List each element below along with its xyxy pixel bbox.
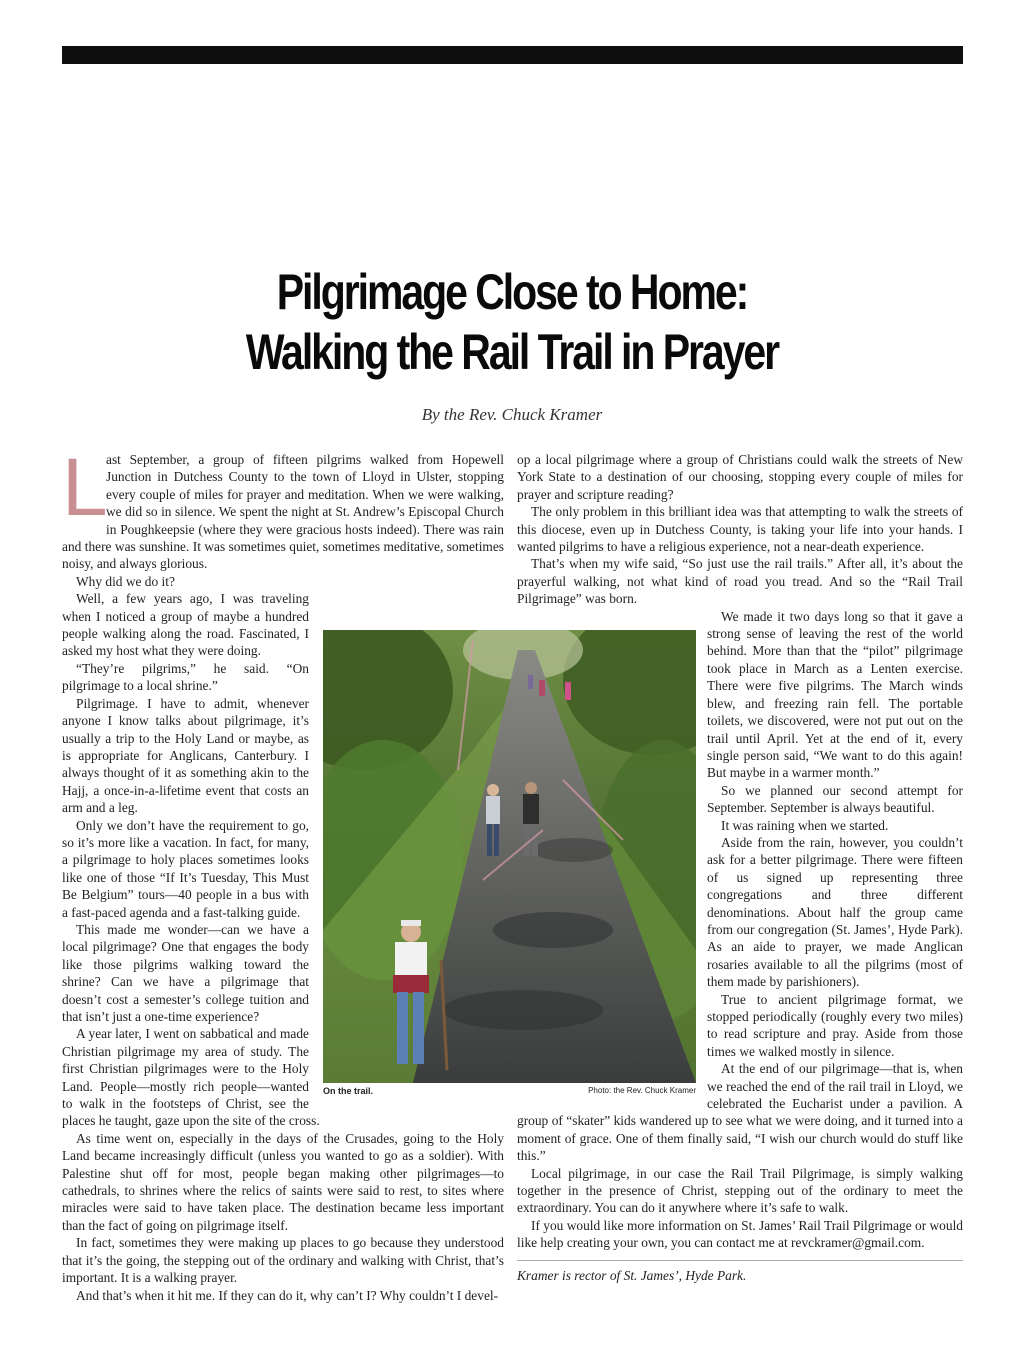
paragraph: Local pilgrimage, in our case the Rail Trail Pilgrimage, is simply walking together in the presence of Christ, stepping out of the ordinary to meet the extraordinary. You can do it anywhere where it’s safe to walk. <box>517 1165 963 1216</box>
trail-photo-figure <box>323 630 696 1096</box>
article-title <box>92 262 932 382</box>
photo-caption: On the trail. <box>323 1086 374 1096</box>
paragraph: In fact, sometimes they were making up places to go because they understood that it’s the going, the stepping out of the ordinary and walking with Christ, that’s important. It is a walking prayer. <box>62 1235 504 1286</box>
paragraph: This made me wonder—can we have a local pilgrimage? One that engages the body like those pilgrims walking toward the shrine? Can we have a pilgrimage that doesn’t cost a semester’s college tuition and that isn’t just a one-time experience? <box>62 921 309 1024</box>
divider <box>517 1260 963 1261</box>
paragraph: The only problem in this brilliant idea was that attempting to walk the streets of this diocese, even up in Dutchess County, is taking your life into your hands. I wanted pilgrims to have a religious experience, not a near-death experience. <box>517 504 963 555</box>
author-note: Kramer is rector of St. James’, Hyde Park. <box>517 1267 747 1283</box>
paragraph: “They’re pilgrims,” he said. “On pilgrimage to a local shrine.” <box>62 660 309 694</box>
title-line-2: Walking the Rail Trail in Prayer <box>245 324 779 380</box>
photo-credit: Photo: the Rev. Chuck Kramer <box>588 1086 696 1095</box>
header-bar <box>62 46 963 64</box>
paragraph: Aside from the rain, however, you couldn’t ask for a better pilgrimage. There were fifteen of us signed up representing three congregations and three different denominations. About half the group came from our congregation (St. James’, Hyde Park). As an aide to prayer, we made Anglican rosaries available to all the pilgrims (most of them made by parishioners). <box>707 834 963 990</box>
paragraph: We made it two days long so that it gave a strong sense of leaving the rest of the world behind. More than that the “pilot” pilgrimage took place in March as a Lenten exercise. There were five pilgrims. The March winds blew, and freezing rain fell. The portable toilets, we discovered, were not put out on the trail until April. Yet at the end of it, every single person said, “We want to do this again! But maybe in a warmer month.” <box>707 608 963 781</box>
paragraph: And that’s when it hit me. If they can do it, why can’t I? Why couldn’t I devel- <box>76 1287 499 1303</box>
title-line-1: Pilgrimage Close to Home: <box>276 264 748 320</box>
trail-photo <box>323 630 696 1083</box>
paragraph: That’s when my wife said, “So just use the rail trails.” After all, it’s about the prayerful walking, not what kind of road you tread. And so the “Rail Trail Pilgrimage” was born. <box>517 556 963 607</box>
paragraph: Only we don’t have the requirement to go, so it’s more like a vacation. In fact, for many, a pilgrimage to holy places sometimes looks like one of those “If It’s Tuesday, This Must Be Belgium” tours—40 people in a bus with a fast-paced agenda and a fast-talking guide. <box>62 817 309 920</box>
drop-cap: L <box>62 442 108 533</box>
paragraph: True to ancient pilgrimage format, we stopped periodically (roughly every two miles) to read scripture and pray. Aside from those times we walked mostly in silence. <box>707 991 963 1059</box>
trail-photo-illustration <box>323 630 696 1083</box>
byline: By the Rev. Chuck Kramer <box>421 405 603 424</box>
paragraph: op a local pilgrimage where a group of Christians could walk the streets of New York State to a destination of our choosing, stopping every couple of miles for prayer and scripture reading? <box>517 452 963 502</box>
paragraph: Why did we do it? <box>76 573 175 589</box>
paragraph: A year later, I went on sabbatical and made Christian pilgrimage my area of study. The first Christian pilgrimages were to the Holy Land. People—mostly rich people—wanted to walk in the footsteps of Christ, see the places he taught, gaze upon the site of the cross. <box>62 1026 320 1129</box>
paragraph: Pilgrimage. I have to admit, whenever anyone I know talks about pilgrimage, it’s usually a trip to the Holy Land or maybe, as is appropriate for Anglicans, Canterbury. I always thought of it as something akin to the Hajj, a once-in-a-lifetime event that costs an arm and a leg. <box>62 695 309 816</box>
paragraph: As time went on, especially in the days of the Crusades, going to the Holy Land became increasingly difficult (unless you wanted to go as a soldier). With Palestine shut off for most, people began making other pilgrimages—to cathedrals, to shrines where the relics of saints were said to rest, to sites where miracles were said to have taken place. The destination became less important than the fact of going on pilgrimage itself. <box>62 1130 504 1233</box>
paragraph: So we planned our second attempt for September. September is always beautiful. <box>707 782 963 816</box>
paragraph: If you would like more information on St. James’ Rail Trail Pilgrimage or would like help creating your own, you can contact me at revckramer@gmail.com. <box>517 1217 963 1251</box>
paragraph: At the end of our pilgrimage—that is, when we reached the end of the rail trail in Lloyd, we celebrated the Eucharist under a pavilion. A group of “skater” kids wandered up to see what we were doing, and it turned into a moment of grace. One of them finally said, “I wish our church would do stuff like this.” <box>517 1061 963 1164</box>
paragraph: Well, a few years ago, I was traveling when I noticed a group of maybe a hundred people walking along the road. Fascinated, I asked my host what they were doing. <box>62 591 309 659</box>
paragraph: It was raining when we started. <box>721 817 889 833</box>
paragraph: ast September, a group of fifteen pilgrims walked from Hopewell Junction in Dutchess County to the town of Lloyd in Ulster, stopping every couple of miles for prayer and meditation. When we were walking, we did so in silence. We spent the night at St. Andrew’s Episcopal Church in Poughkeepsie (where they were gracious hosts indeed). There was rain and there was sunshine. It was sometimes quiet, sometimes meditative, sometimes noisy, and always glorious. <box>62 452 504 572</box>
